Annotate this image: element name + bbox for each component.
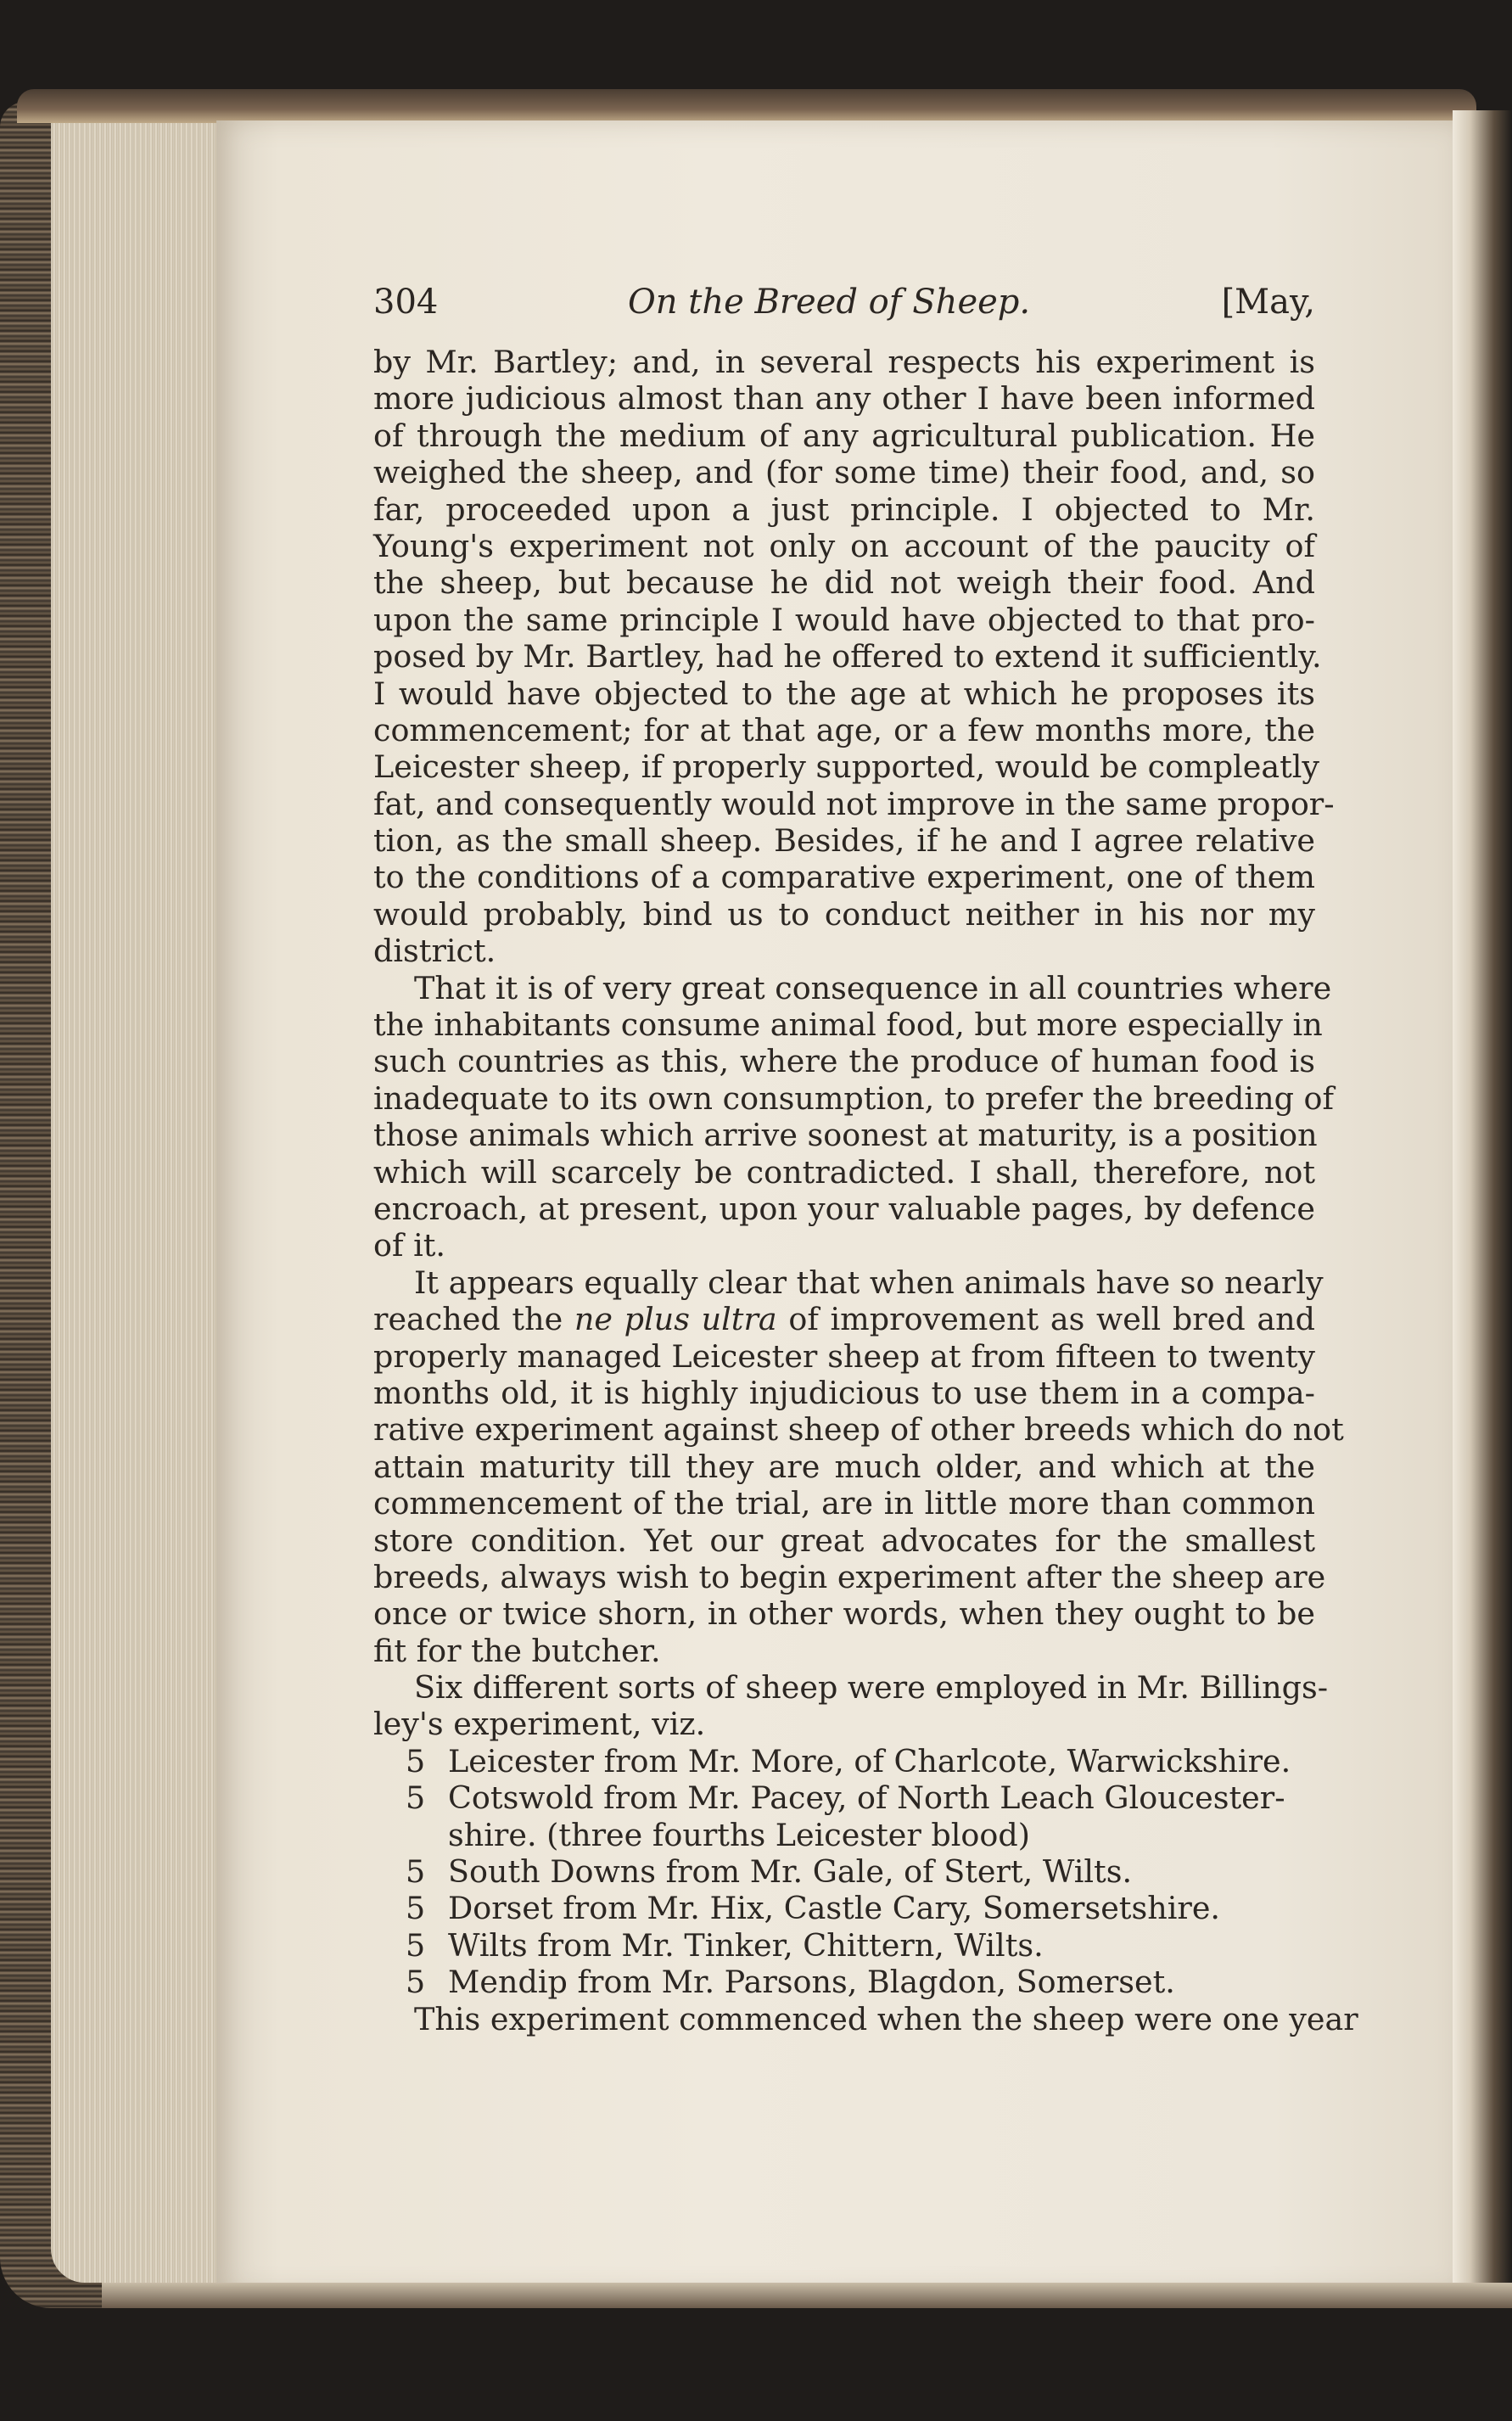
- sheep-description: Leicester from Mr. More, of Charlcote, Warwickshire.: [448, 1742, 1291, 1779]
- text-line: such countries as this, where the produce of human food is: [373, 1043, 1315, 1080]
- sheep-description: Mendip from Mr. Parsons, Blagdon, Somerset.: [448, 1964, 1175, 2001]
- text-line: posed by Mr. Bartley, had he offered to extend it sufficiently.: [373, 638, 1322, 675]
- page-header: [373, 284, 1315, 344]
- sheep-list-item: [373, 1927, 1315, 1964]
- text-line: weighed the sheep, and (for some time) their food, and, so: [373, 454, 1315, 491]
- sheep-list-item: [373, 1853, 1315, 1890]
- text-line: reached the ne plus ultra of improvement as well bred and: [373, 1301, 1315, 1338]
- text-line: Six different sorts of sheep were employed in Mr. Billings-: [414, 1669, 1329, 1706]
- text-line: of through the medium of any agricultural publication. He: [373, 417, 1315, 454]
- text-line: of it.: [373, 1227, 446, 1264]
- page-text: [373, 283, 1358, 2037]
- sheep-list: [373, 1743, 1315, 2001]
- text-line: commencement; for at that age, or a few months more, the: [373, 711, 1315, 748]
- text-line: upon the same principle I would have objected to that pro-: [373, 601, 1315, 638]
- sheep-description: South Downs from Mr. Gale, of Stert, Wilts.: [448, 1853, 1133, 1891]
- sheep-count: 5: [406, 1890, 426, 1927]
- text-line: rative experiment against sheep of other breeds which do not: [373, 1411, 1344, 1449]
- book-gutter: [1453, 110, 1512, 2308]
- text-line: Young's experiment not only on account of the paucity of: [373, 527, 1315, 564]
- final-line: This experiment commenced when the sheep were one year: [414, 2000, 1358, 2037]
- paragraph-1: [373, 344, 1335, 1264]
- text-line: ley's experiment, viz.: [373, 1706, 706, 1743]
- text-line: attain maturity till they are much older, and which at the: [373, 1448, 1315, 1485]
- text-line: That it is of very great consequence in all countries where: [414, 969, 1332, 1006]
- text-line: I would have objected to the age at which he proposes its: [373, 675, 1315, 712]
- sheep-description: Wilts from Mr. Tinker, Chittern, Wilts.: [448, 1926, 1044, 1964]
- text-line: encroach, at present, upon your valuable pages, by defence: [373, 1190, 1315, 1227]
- sheep-count: 5: [406, 1853, 426, 1891]
- text-line: the inhabitants consume animal food, but more especially in: [373, 1006, 1323, 1044]
- text-line: fat, and consequently would not improve in the same propor-: [373, 785, 1335, 822]
- sheep-description: Dorset from Mr. Hix, Castle Cary, Somersetshire.: [448, 1890, 1221, 1927]
- text-line: would probably, bind us to conduct neither in his nor my: [373, 895, 1315, 933]
- paragraph-2: [373, 1264, 1344, 1743]
- sheep-count: 5: [406, 1742, 426, 1779]
- text-line: far, proceeded upon a just principle. I objected to Mr.: [373, 490, 1315, 528]
- sheep-count: 5: [406, 1926, 426, 1964]
- text-line: breeds, always wish to begin experiment after the sheep are: [373, 1558, 1326, 1595]
- sheep-description: Cotswold from Mr. Pacey, of North Leach Gloucester-: [448, 1779, 1285, 1817]
- text-line: those animals which arrive soonest at maturity, is a position: [373, 1117, 1318, 1154]
- text-line: once or twice shorn, in other words, when they ought to be: [373, 1595, 1315, 1633]
- text-line: commencement of the trial, are in little more than common: [373, 1485, 1315, 1522]
- text-line: more judicious almost than any other I have been informed: [373, 380, 1315, 418]
- sheep-count: 5: [406, 1964, 426, 2001]
- book-cover-top: [17, 89, 1476, 123]
- sheep-list-item: [373, 1817, 1315, 1853]
- sheep-count: 5: [406, 1779, 426, 1817]
- running-title: On the Breed of Sheep.: [628, 283, 1031, 322]
- book-cover-bottom: [102, 2283, 1512, 2308]
- page-stack: [51, 110, 238, 2283]
- text-line: months old, it is highly injudicious to use them in a compa-: [373, 1374, 1315, 1411]
- text-line: to the conditions of a comparative experiment, one of them: [373, 859, 1315, 896]
- text-line: fit for the butcher.: [373, 1632, 661, 1669]
- text-line: tion, as the small sheep. Besides, if he and I agree relative: [373, 822, 1315, 860]
- text-line: the sheep, but because he did not weigh their food. And: [373, 564, 1315, 602]
- sheep-description: shire. (three fourths Leicester blood): [448, 1816, 1030, 1853]
- running-month: [May,: [1221, 283, 1315, 322]
- sheep-list-item: [373, 1779, 1315, 1816]
- text-line: Leicester sheep, if properly supported, would be compleatly: [373, 748, 1320, 786]
- text-line: inadequate to its own consumption, to prefer the breeding of: [373, 1079, 1335, 1117]
- text-line: It appears equally clear that when animals have so nearly: [414, 1264, 1324, 1301]
- page-number: 304: [373, 283, 439, 322]
- text-line: which will scarcely be contradicted. I shall, therefore, not: [373, 1153, 1315, 1191]
- text-line: district.: [373, 933, 496, 970]
- text-line: store condition. Yet our great advocates for the smallest: [373, 1522, 1315, 1559]
- text-line: by Mr. Bartley; and, in several respects his experiment is: [373, 344, 1315, 380]
- sheep-list-item: [373, 1890, 1315, 1926]
- sheep-list-item: [373, 1743, 1315, 1779]
- sheep-list-item: [373, 1964, 1315, 2000]
- text-line: properly managed Leicester sheep at from fifteen to twenty: [373, 1337, 1315, 1375]
